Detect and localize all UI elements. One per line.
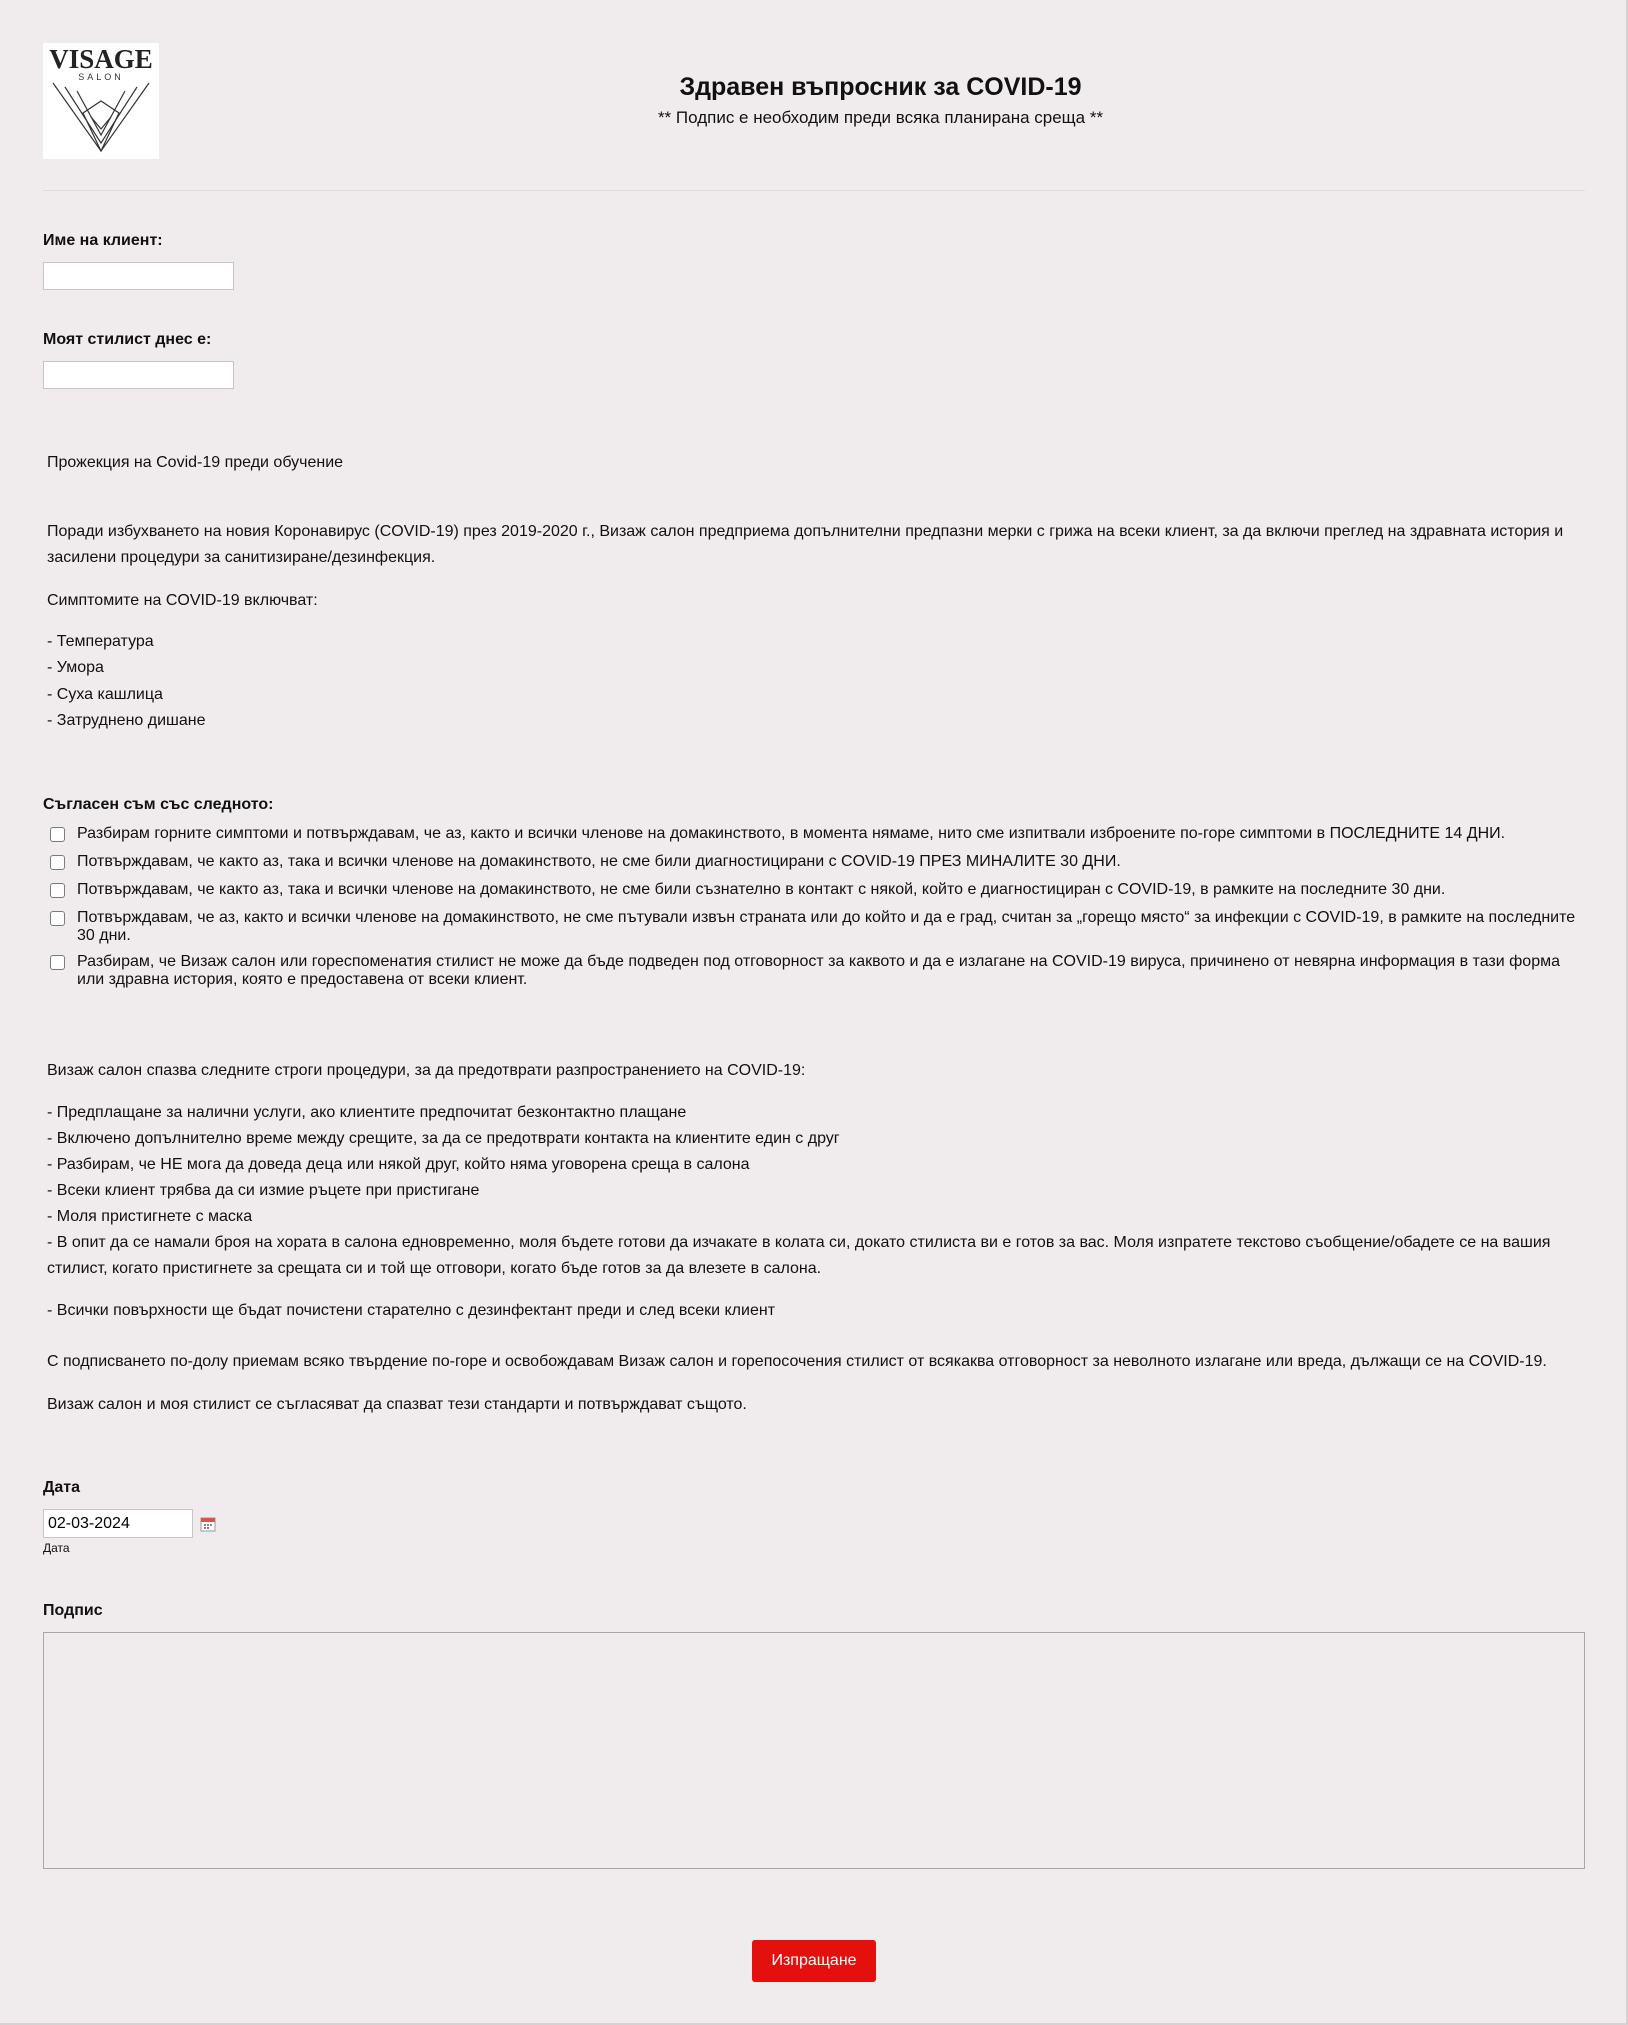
agreement-option-text: Потвърждавам, че както аз, така и всички членове на домакинството, не сме били диагностицирани с COVID-19 ПРЕЗ МИНАЛИТЕ 30 ДНИ. xyxy=(77,853,1121,870)
commitment-text: Визаж салон и моя стилист се съгласяват да спазват тези стандарти и потвърждават същото. xyxy=(47,1396,747,1413)
symptom-item: - Затруднено дишане xyxy=(47,712,206,729)
symptom-item: - Температура xyxy=(47,633,154,650)
procedure-item: - Всички повърхности ще бъдат почистени старателно с дезинфектант преди и след всеки клиент xyxy=(47,1302,776,1319)
agreement-checkbox[interactable] xyxy=(50,827,65,842)
logo-subtext: SALON xyxy=(78,72,124,82)
submit-button[interactable]: Изпращане xyxy=(752,1940,876,1982)
client-name-label: Име на клиент: xyxy=(43,232,163,249)
agreement-option-text: Разбирам, че Визаж салон или гореспоменатия стилист не може да бъде подведен под отговорност за каквото и да е излагане на COVID-19 вируса, причинено от невярна информация в тази форма или здравна история, която е предоставена от всеки клиент. xyxy=(77,953,1560,988)
procedure-item: - Моля пристигнете с маска xyxy=(47,1208,253,1225)
agreement-checkbox[interactable] xyxy=(50,955,65,970)
form-header xyxy=(43,43,1585,191)
stylist-label: Моят стилист днес е: xyxy=(43,331,212,348)
agreement-option-text: Потвърждавам, че аз, както и всички членове на домакинството, не сме пътували извън страната или до който и да е град, считан за „горещо място“ за инфекции с COVID-19, в рамките на последните 30 дни. xyxy=(77,909,1576,944)
procedure-item: - Всеки клиент трябва да си измие ръцете при пристигане xyxy=(47,1182,480,1199)
client-name-input[interactable] xyxy=(43,262,234,290)
agreement-checkbox[interactable] xyxy=(50,883,65,898)
page-subtitle: ** Подпис е необходим преди всяка планирана среща ** xyxy=(657,108,1104,127)
intro-paragraph: Поради избухването на новия Коронавирус (COVID-19) през 2019-2020 г., Визаж салон предприема допълнителни предпазни мерки с грижа на всеки клиент, за да включи преглед на здравната история и засилени процедури за санитизиране/дезинфекция. xyxy=(47,523,1564,566)
date-label: Дата xyxy=(43,1479,81,1496)
agreement-checkbox[interactable] xyxy=(50,855,65,870)
procedure-item: - Включено допълнително време между срещите, за да се предотврати контакта на клиентите един с друг xyxy=(47,1130,840,1147)
procedure-item: - В опит да се намали броя на хората в салона едновременно, моля бъдете готови да изчакате в колата си, докато стилиста ви е готов за вас. Моля изпратете текстово съобщение/обадете се на вашия стилист, когато пристигнете за срещата си и той ще отговори, когато бъде готов за да влезете в салона. xyxy=(47,1234,1551,1277)
agreement-checkbox[interactable] xyxy=(50,911,65,926)
date-sublabel: Дата xyxy=(43,1541,70,1555)
waiver-text: С подписването по-долу приемам всяко твърдение по-горе и освобождавам Визаж салон и горепосочения стилист от всякаква отговорност за неволното излагане или вреда, дължащи се на COVID-19. xyxy=(47,1353,1547,1370)
agreement-option-text: Потвърждавам, че както аз, така и всички членове на домакинството, не сме били съзнателно в контакт с някой, който е диагностициран с COVID-19, в рамките на последните 30 дни. xyxy=(77,881,1446,898)
symptom-item: - Суха кашлица xyxy=(47,686,163,703)
agreement-option-text: Разбирам горните симптоми и потвърждавам, че аз, както и всички членове на домакинството, в момента нямаме, нито сме изпитвали изброените по-горе симптоми в ПОСЛЕДНИТЕ 14 ДНИ. xyxy=(77,825,1506,842)
procedure-item: - Предплащане за налични услуги, ако клиентите предпочитат безконтактно плащане xyxy=(47,1104,687,1121)
agreement-label: Съгласен съм със следното: xyxy=(43,796,274,813)
logo-wordmark: VISAGE xyxy=(49,44,153,74)
date-input[interactable] xyxy=(43,1509,193,1538)
procedure-item: - Разбирам, че НЕ мога да доведа деца или някой друг, който няма уговорена среща в салона xyxy=(47,1156,750,1173)
procedures-heading: Визаж салон спазва следните строги процедури, за да предотврати разпространението на COVID-19: xyxy=(47,1062,806,1079)
signature-pad[interactable] xyxy=(43,1632,1585,1869)
page-title: Здравен въпросник за COVID-19 xyxy=(679,73,1082,101)
calendar-icon[interactable] xyxy=(200,1516,216,1532)
intro-heading: Прожекция на Covid-19 преди обучение xyxy=(47,454,344,471)
symptoms-heading: Симптомите на COVID-19 включват: xyxy=(47,592,318,609)
signature-label: Подпис xyxy=(43,1602,103,1619)
symptom-item: - Умора xyxy=(47,659,104,676)
stylist-input[interactable] xyxy=(43,361,234,389)
